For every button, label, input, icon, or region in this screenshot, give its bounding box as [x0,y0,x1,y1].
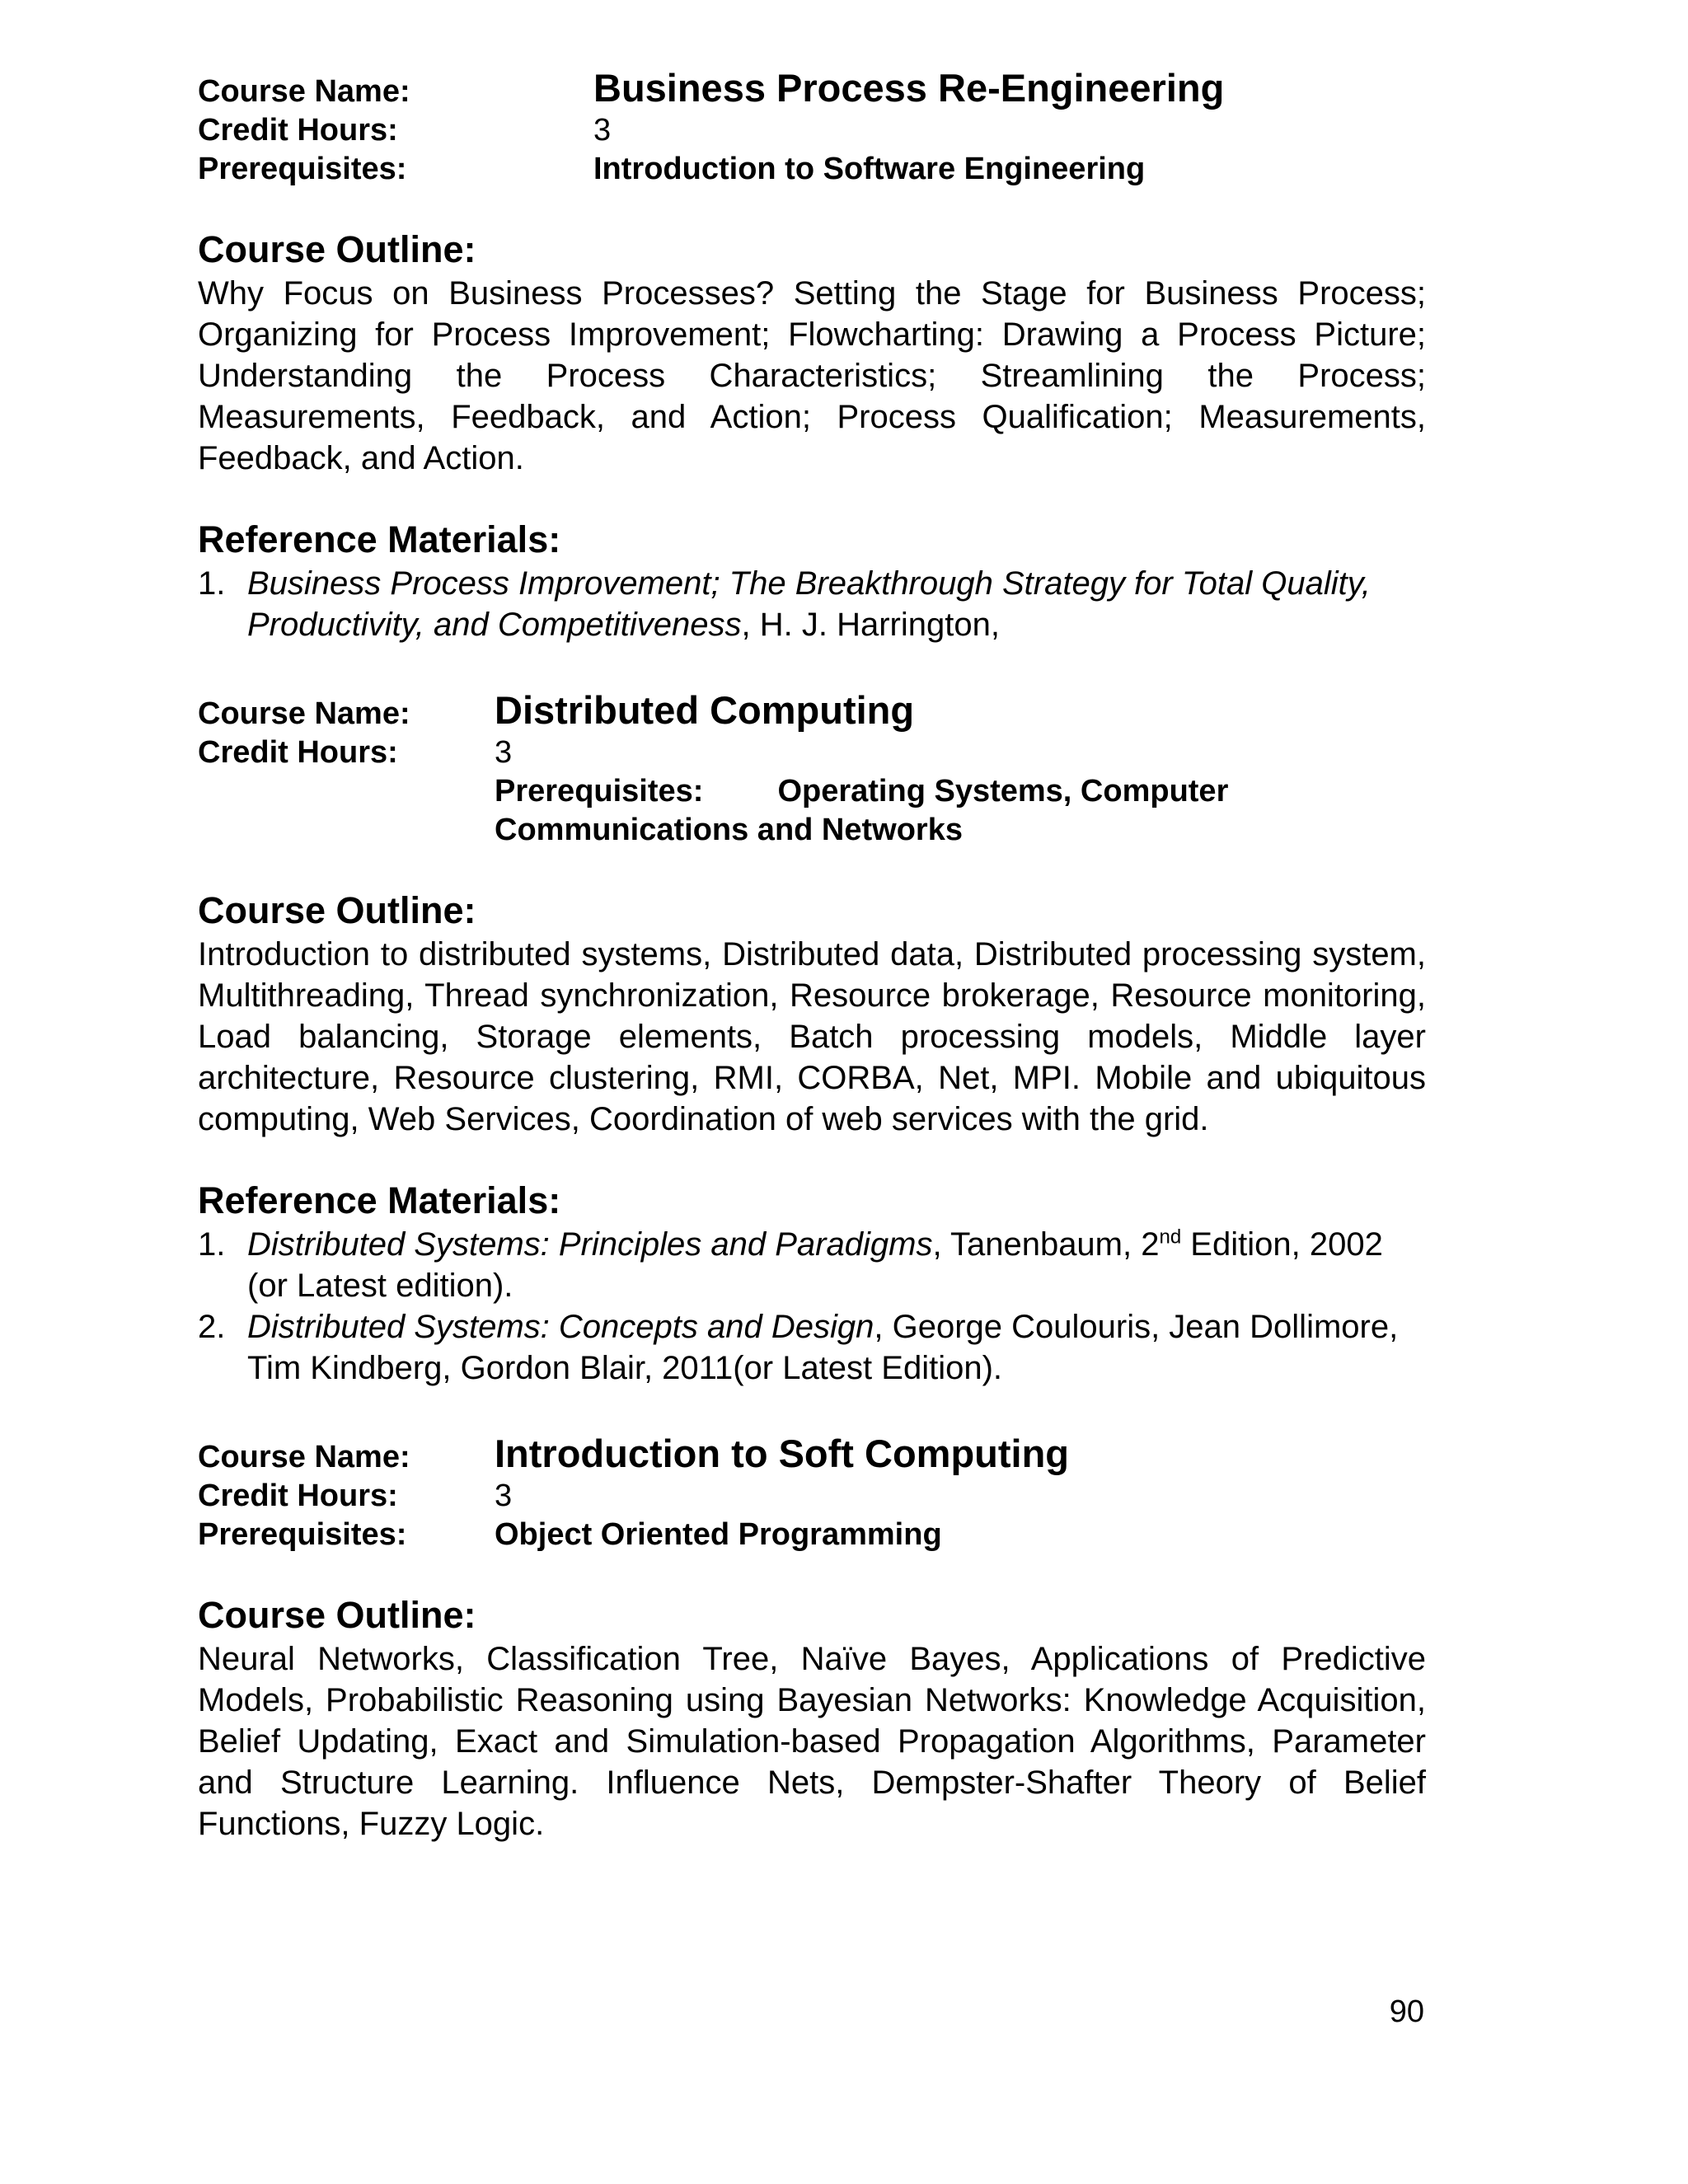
course-name-label: Course Name: [198,696,410,731]
credit-hours-row [198,1477,1426,1516]
reference-title: Distributed Systems: Principles and Paradigms [247,1226,933,1263]
reference-item [198,563,1426,645]
prerequisites-value: Object Oriented Programming [495,1517,942,1552]
reference-number: 1. [198,1226,226,1263]
course-name-label: Course Name: [198,74,410,109]
course-name-value: Distributed Computing [495,688,915,732]
reference-number: 1. [198,565,226,602]
credit-hours-value: 3 [495,1479,513,1513]
prerequisites-label: Prerequisites: [495,774,704,808]
prerequisites-value: Introduction to Software Engineering [593,152,1146,186]
reference-details: , Tanenbaum, 2 [932,1226,1160,1263]
credit-hours-row [198,733,1426,772]
course-outline-heading: Course Outline: [198,228,476,270]
course-outline-heading: Course Outline: [198,889,476,931]
course-name-value: Introduction to Soft Computing [495,1432,1069,1475]
prerequisites-row [198,150,1426,189]
credit-hours-value: 3 [593,113,612,148]
reference-details: , George Coulouris, Jean Dollimore, Tim Kindberg, Gordon Blair, 2011(or Latest Edition). [247,1309,1399,1386]
credit-hours-row [198,111,1426,150]
reference-materials-heading: Reference Materials: [198,518,561,560]
course-distributed-computing [198,688,1426,1389]
reference-item [198,1224,1426,1306]
course-outline-heading: Course Outline: [198,1594,476,1636]
course-name-value: Business Process Re-Engineering [593,66,1225,110]
reference-materials-heading: Reference Materials: [198,1179,561,1221]
reference-superscript: nd [1159,1226,1182,1249]
reference-title: Business Process Improvement; The Breakthrough Strategy for Total Quality, Productivity, and Competitiveness [247,565,1371,643]
prerequisites-block [495,772,1426,850]
prerequisites-row [198,1516,1426,1554]
course-name-label: Course Name: [198,1440,410,1474]
reference-number: 2. [198,1309,226,1345]
reference-title: Distributed Systems: Concepts and Design [247,1309,874,1345]
course-outline-text: Introduction to distributed systems, Distributed data, Distributed processing system, Multithreading, Thread synchronization, Resource brokerage, Resource monitoring, Load balancing, Storage elements, Batch processing models, Middle layer architecture, Resource clustering, RMI, CORBA, Net, MPI. Mobile and ubiquitous computing, Web Services, Coordination of web services with the grid. [198,936,1426,1137]
prerequisites-value: Operating Systems, Computer Communications and Networks [495,774,1229,847]
page-number: 90 [1389,1994,1424,2029]
course-name-row [198,688,1426,733]
prerequisites-label: Prerequisites: [198,152,407,186]
reference-details: , H. J. Harrington, [741,607,1000,643]
course-outline-text: Why Focus on Business Processes? Setting the Stage for Business Process; Organizing for Process Improvement; Flowcharting: Drawing a Process Picture; Understanding the Process Characteristics; Streamlining the Process; Measurements, Feedback, and Action; Process Qualification; Measurements, Feedback, and Action. [198,275,1426,476]
course-name-row [198,1432,1426,1477]
course-introduction-to-soft-computing [198,1432,1426,1844]
reference-details-end: Edition, 2002 (or Latest edition). [247,1226,1383,1304]
reference-list [198,563,1426,645]
course-outline-text: Neural Networks, Classification Tree, Naïve Bayes, Applications of Predictive Models, Probabilistic Reasoning using Bayesian Networks: Knowledge Acquisition, Belief Updating, Exact and Simulation-based Propagation Algorithms, Parameter and Structure Learning. Influence Nets, Dempster-Shafter Theory of Belief Functions, Fuzzy Logic. [198,1641,1426,1842]
prerequisites-label: Prerequisites: [198,1517,407,1552]
credit-hours-label: Credit Hours: [198,113,398,148]
credit-hours-label: Credit Hours: [198,735,398,770]
reference-item [198,1306,1426,1389]
document-page [198,66,1426,1844]
course-business-process-reengineering [198,66,1426,645]
credit-hours-value: 3 [495,735,513,770]
reference-list [198,1224,1426,1389]
credit-hours-label: Credit Hours: [198,1479,398,1513]
course-name-row [198,66,1426,111]
